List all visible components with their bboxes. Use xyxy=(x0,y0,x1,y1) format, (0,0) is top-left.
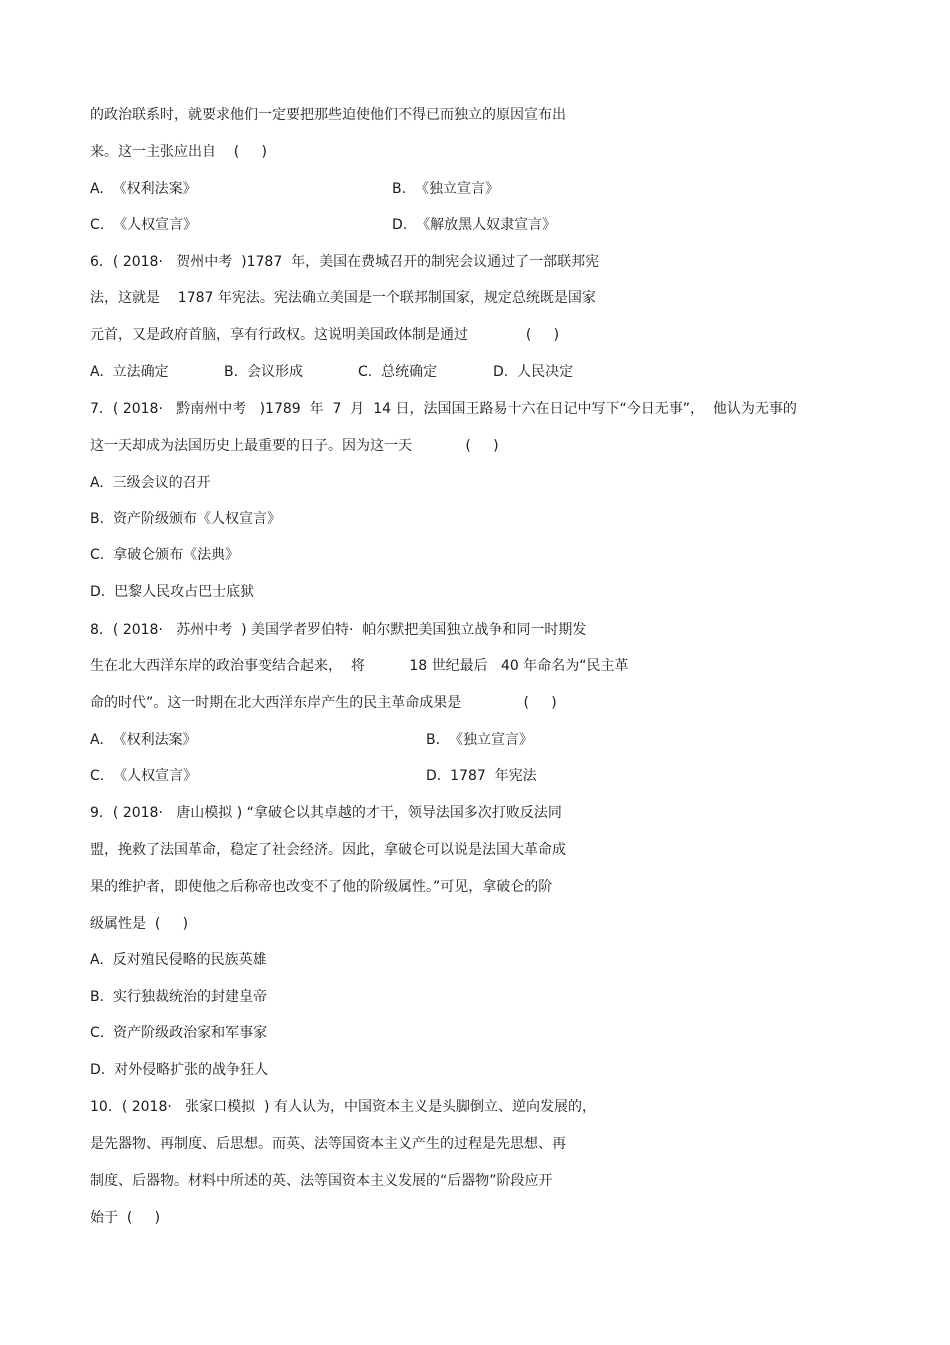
q8-option-c: C. 《人权宣言》 xyxy=(90,768,198,784)
q5-line-1: 的政治联系时，就要求他们一定要把那些迫使他们不得已而独立的原因宣布出 xyxy=(90,107,566,123)
q7-option-c: C. 拿破仑颁布《法典》 xyxy=(90,547,240,563)
q8-line-1: 8．( 2018· 苏州中考 ) 美国学者罗伯特· 帕尔默把美国独立战争和同一时期发 xyxy=(90,622,587,638)
q9-option-b: B. 实行独裁统治的封建皇帝 xyxy=(90,989,267,1005)
q9-line-1: 9．( 2018· 唐山模拟 ) “拿破仑以其卓越的才干，领导法国多次打败反法同 xyxy=(90,805,562,821)
q5-line-2: 来。这一主张应出自 ( ) xyxy=(90,144,267,160)
q6-line-1: 6．( 2018· 贺州中考 )1787 年，美国在费城召开的制宪会议通过了一部联邦宪 xyxy=(90,254,600,270)
q5-option-b: B. 《独立宣言》 xyxy=(392,181,499,197)
q8-line-3: 命的时代”。这一时期在北大西洋东岸产生的民主革命成果是 ( ) xyxy=(90,695,557,711)
q8-option-b: B. 《独立宣言》 xyxy=(426,732,533,748)
q7-option-b: B. 资产阶级颁布《人权宣言》 xyxy=(90,511,281,527)
q10-line-3: 制度、后器物。材料中所述的英、法等国资本主义发展的“后器物”阶段应开 xyxy=(90,1173,553,1189)
q10-line-2: 是先器物、再制度、后思想。而英、法等国资本主义产生的过程是先思想、再 xyxy=(90,1136,566,1152)
q9-line-2: 盟，挽救了法国革命，稳定了社会经济。因此，拿破仑可以说是法国大革命成 xyxy=(90,842,566,858)
q6-option-c: C. 总统确定 xyxy=(358,364,438,380)
q7-option-a: A. 三级会议的召开 xyxy=(90,475,211,491)
q10-line-1: 10．( 2018· 张家口模拟 ) 有人认为，中国资本主义是头脚倒立、逆向发展的， xyxy=(90,1099,596,1115)
q6-option-b: B. 会议形成 xyxy=(224,364,303,380)
q9-option-d: D. 对外侵略扩张的战争狂人 xyxy=(90,1062,269,1078)
q5-option-c: C. 《人权宣言》 xyxy=(90,217,198,233)
q8-option-a: A. 《权利法案》 xyxy=(90,732,197,748)
q6-line-3: 元首，又是政府首脑，享有行政权。这说明美国政体制是通过 ( ) xyxy=(90,327,560,343)
q5-option-a: A. 《权利法案》 xyxy=(90,181,197,197)
q7-option-d: D. 巴黎人民攻占巴士底狱 xyxy=(90,584,255,600)
q10-line-4: 始于 ( ) xyxy=(90,1210,161,1226)
q9-option-a: A. 反对殖民侵略的民族英雄 xyxy=(90,952,267,968)
q6-line-2: 法，这就是 1787 年宪法。宪法确立美国是一个联邦制国家，规定总统既是国家 xyxy=(90,290,596,306)
q7-line-1: 7．( 2018· 黔南州中考 )1789 年 7 月 14 日，法国国王路易十六在日记中写下“今日无事”， 他认为无事的 xyxy=(90,401,797,417)
q9-line-4: 级属性是 ( ) xyxy=(90,916,189,932)
q8-option-d: D. 1787 年宪法 xyxy=(426,768,537,784)
q8-line-2: 生在北大西洋东岸的政治事变结合起来， 将 18 世纪最后 40 年命名为“民主革 xyxy=(90,658,629,674)
q9-option-c: C. 资产阶级政治家和军事家 xyxy=(90,1025,268,1041)
q5-option-d: D. 《解放黑人奴隶宣言》 xyxy=(392,217,557,233)
q6-option-a: A. 立法确定 xyxy=(90,364,169,380)
q6-option-d: D. 人民决定 xyxy=(493,364,574,380)
q9-line-3: 果的维护者，即使他之后称帝也改变不了他的阶级属性。”可见，拿破仑的阶 xyxy=(90,879,553,895)
q7-line-2: 这一天却成为法国历史上最重要的日子。因为这一天 ( ) xyxy=(90,438,499,454)
